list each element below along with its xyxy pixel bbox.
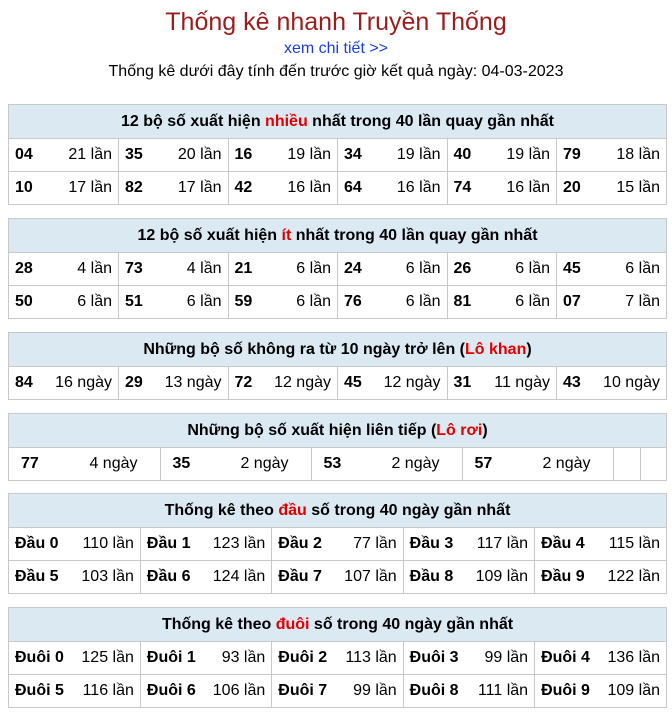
tail-cell [140,675,271,708]
duoi-table [9,642,666,707]
lo-khan-section [8,332,667,400]
cell-label: Đầu 4 [541,535,585,552]
cell-count: 18 lần [616,146,660,163]
cell-label: Đầu 9 [541,568,585,585]
cell-count: 19 lần [287,146,331,163]
number-cell [447,367,557,399]
cell-count: 6 lần [186,293,222,310]
cell-label: 31 [453,374,472,391]
number-cell [9,253,119,286]
head-cell [9,528,140,561]
head-cell [535,561,666,594]
number-cell [9,367,119,399]
cell-label: 50 [15,293,33,310]
cell-label: Đầu 8 [409,568,454,585]
cell-count: 136 lần [607,649,660,666]
cell-label: 45 [563,260,581,277]
table-row [9,448,666,480]
least-frequent-table [9,253,666,318]
tail-cell [403,675,534,708]
section-title: Thống kê theo đuôi số trong 40 ngày gần nhất [9,608,666,642]
cell-count: 16 lần [287,179,331,196]
cell-label: 40 [453,146,472,163]
cell-count: 17 lần [68,179,112,196]
number-cell [338,367,448,399]
cell-count: 125 lần [81,649,134,666]
cell-count: 20 lần [177,146,222,163]
number-cell [338,172,448,205]
tail-cell [272,675,403,708]
cell-count: 6 lần [405,293,441,310]
cell-label: 53 [323,455,342,472]
head-cell [535,528,666,561]
cell-count: 117 lần [476,535,529,552]
head-cell [140,561,271,594]
cell-count: 2 ngày [240,455,289,472]
cell-count: 15 lần [616,179,660,196]
tail-cell [272,642,403,675]
number-cell [228,139,338,172]
number-cell [9,172,119,205]
cell-count: 16 lần [506,179,550,196]
cell-count: 124 lần [212,568,266,585]
cell-count: 11 ngày [494,374,550,391]
cell-label: 82 [125,179,143,196]
cell-count: 13 ngày [164,374,222,391]
cell-label: Đuôi 4 [541,649,590,666]
tail-cell [9,642,140,675]
cell-label: 77 [21,455,39,472]
tail-cell [403,642,534,675]
head-cell [9,561,140,594]
cell-count: 19 lần [506,146,550,163]
cell-count: 7 lần [625,293,660,310]
cell-label: Đầu 5 [15,568,59,585]
number-cell [228,172,338,205]
cell-count: 103 lần [81,568,134,585]
number-cell [119,367,229,399]
cell-count: 110 lần [82,535,134,552]
number-cell [119,172,229,205]
cell-count: 16 lần [396,179,441,196]
tail-cell [140,642,271,675]
page-title: Thống kê nhanh Truyền Thống [165,8,507,36]
least-frequent-section [8,218,667,319]
cell-count: 77 lần [353,535,397,552]
cell-count: 6 lần [515,260,550,277]
cell-label: Đuôi 9 [541,682,590,699]
cell-label: Đuôi 7 [278,682,328,699]
cell-count: 10 ngày [603,374,660,391]
number-cell [119,253,229,286]
number-cell [119,139,229,172]
cell-label: Đuôi 5 [15,682,64,699]
number-cell [228,253,338,286]
number-cell [557,253,667,286]
cell-label: 76 [344,293,362,310]
cell-label: 81 [453,293,472,310]
number-cell [557,367,667,399]
section-title: Những bộ số không ra từ 10 ngày trở lên (Lô khan) [9,333,666,367]
cell-count: 6 lần [515,293,550,310]
cell-label: 24 [344,260,362,277]
cell-count: 6 lần [296,260,331,277]
number-cell [9,139,119,172]
lo-roi-table [9,448,666,480]
cell-count: 4 lần [77,260,112,277]
table-row [9,139,666,172]
head-cell [272,528,403,561]
cell-count: 2 ngày [542,455,591,472]
cell-count: 16 ngày [55,374,112,391]
number-cell [338,139,448,172]
cell-count: 6 lần [625,260,660,277]
number-cell [557,286,667,319]
section-title: Những bộ số xuất hiện liên tiếp (Lô rơi) [9,414,666,448]
cell-label: 57 [474,455,493,472]
cell-count: 106 lần [212,682,266,699]
cell-label: 10 [15,179,33,196]
table-row [9,528,666,561]
dau-section [8,493,667,594]
cell-count: 123 lần [212,535,266,552]
number-cell [557,172,667,205]
cell-label: 84 [15,374,33,391]
table-row [9,675,666,708]
head-cell [403,561,534,594]
section-title: 12 bộ số xuất hiện ít nhất trong 40 lần quay gần nhất [9,219,666,253]
head-cell [140,528,271,561]
cell-label: 28 [15,260,33,277]
cell-count: 4 lần [186,260,222,277]
cell-label: 35 [125,146,143,163]
cell-label: 73 [125,260,143,277]
cell-label: 04 [15,146,33,163]
cell-label: Đuôi 3 [409,649,459,666]
cell-count: 12 ngày [383,374,441,391]
lo-khan-table [9,367,666,399]
dau-table [9,528,666,593]
head-cell [272,561,403,594]
lo-roi-section [8,413,667,481]
section-title: Thống kê theo đầu số trong 40 ngày gần nhất [9,494,666,528]
cell-label: 45 [344,374,362,391]
number-cell [311,448,462,480]
page-header [0,0,672,84]
head-cell [403,528,534,561]
cell-label: 79 [563,146,581,163]
cell-label: 64 [344,179,362,196]
cell-count: 107 lần [344,568,397,585]
most-frequent-table [9,139,666,204]
cell-label: Đầu 0 [15,535,59,552]
cell-count: 109 lần [607,682,660,699]
cell-label: Đầu 3 [409,535,454,552]
cell-label: Đuôi 2 [278,649,328,666]
cell-count: 4 ngày [89,455,138,472]
cell-count: 6 lần [296,293,331,310]
cell-count: 6 lần [77,293,112,310]
cell-label: 42 [234,179,253,196]
tail-cell [535,675,666,708]
cell-count: 12 ngày [274,374,331,391]
cell-count: 116 lần [82,682,134,699]
number-cell [119,286,229,319]
number-cell [338,253,448,286]
cell-count: 2 ngày [391,455,440,472]
number-cell [447,172,557,205]
cell-label: 29 [125,374,143,391]
cell-count: 99 lần [353,682,397,699]
number-cell [447,139,557,172]
table-row [9,367,666,399]
cell-label: Đầu 7 [278,568,322,585]
cell-count: 93 lần [221,649,266,666]
cell-count: 6 lần [405,260,441,277]
table-row [9,286,666,319]
number-cell [447,286,557,319]
most-frequent-section [8,104,667,205]
number-cell [462,448,613,480]
tail-cell [9,675,140,708]
cell-label: 34 [344,146,362,163]
duoi-section [8,607,667,708]
cell-label: Đầu 6 [146,568,191,585]
number-cell [228,286,338,319]
cell-count: 21 lần [68,146,112,163]
cell-label: 21 [234,260,253,277]
number-cell [9,286,119,319]
cell-label: 74 [453,179,472,196]
number-cell [228,367,338,399]
table-row [9,253,666,286]
cell-count: 122 lần [607,568,660,585]
cell-count: 19 lần [396,146,441,163]
cell-count: 99 lần [484,649,529,666]
cell-count: 113 lần [345,649,397,666]
number-cell [160,448,311,480]
number-cell [447,253,557,286]
number-cell [557,139,667,172]
cell-label: 20 [563,179,581,196]
details-link[interactable]: xem chi tiết >> [283,40,389,57]
number-cell [9,448,160,480]
table-row [9,642,666,675]
cell-label: Đuôi 8 [409,682,459,699]
cell-label: Đuôi 6 [146,682,196,699]
table-row [9,561,666,594]
cell-count: 115 lần [608,535,660,552]
tail-cell [535,642,666,675]
empty-cell [613,448,640,480]
cell-label: 07 [563,293,581,310]
cell-label: 72 [234,374,253,391]
cell-label: Đuôi 0 [15,649,64,666]
cell-count: 17 lần [177,179,222,196]
table-row [9,172,666,205]
date-line: Thống kê dưới đây tính đến trước giờ kết quả ngày: 04-03-2023 [108,63,564,80]
cell-count: 111 lần [477,682,529,699]
cell-label: Đầu 1 [146,535,191,552]
cell-label: Đuôi 1 [146,649,196,666]
cell-label: 59 [234,293,253,310]
cell-label: Đầu 2 [278,535,322,552]
cell-label: 43 [563,374,581,391]
cell-label: 16 [234,146,253,163]
cell-label: 26 [453,260,472,277]
number-cell [338,286,448,319]
empty-cell [640,448,666,480]
cell-label: 51 [125,293,143,310]
section-title: 12 bộ số xuất hiện nhiều nhất trong 40 lần quay gần nhất [9,105,666,139]
cell-count: 109 lần [475,568,529,585]
cell-label: 35 [172,455,191,472]
